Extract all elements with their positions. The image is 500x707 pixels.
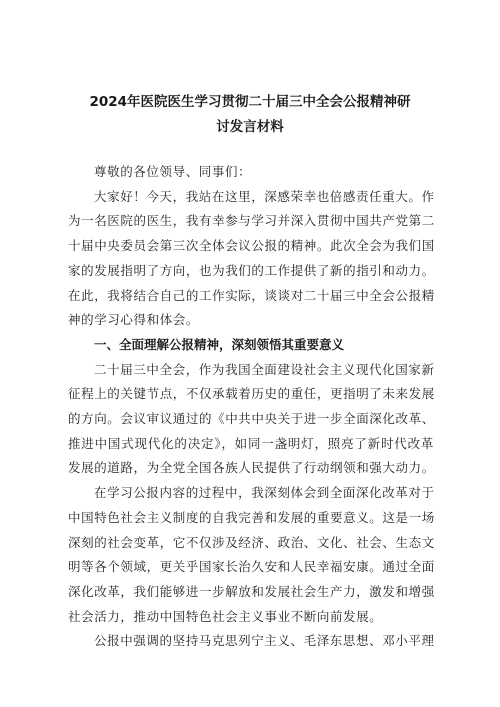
salutation: 尊敬的各位领导、同事们：: [94, 164, 252, 179]
paragraph-line: 在此，我将结合自己的工作实际，谈谈对二十届三中全会公报精: [68, 287, 435, 303]
paragraph-line: 深刻的社会变革，它不仅涉及经济、政治、文化、社会、生态文: [68, 534, 435, 550]
paragraph-line: 征程上的关键节点，不仅承载着历史的重任，更指明了未来发展: [68, 386, 435, 402]
paragraph-line: 二十届三中全会，作为我国全面建设社会主义现代化国家新: [94, 361, 435, 377]
paragraph-line: 明等各个领域，更关乎国家长治久安和人民幸福安康。通过全面: [68, 559, 435, 575]
paragraph-line: 社会活力，推动中国特色社会主义事业不断向前发展。: [68, 608, 383, 624]
paragraph-line: 在学习公报内容的过程中，我深刻体会到全面深化改革对于: [94, 485, 435, 501]
paragraph-line: 公报中强调的坚持马克思列宁主义、毛泽东思想、邓小平理: [94, 633, 435, 649]
document-title-line-1: 2024年医院医生学习贯彻二十届三中全会公报精神研: [89, 94, 411, 110]
section-heading: 一、全面理解公报精神，深刻领悟其重要意义: [94, 336, 345, 352]
paragraph-line: 发展的道路，为全党全国各族人民提供了行动纲领和强大动力。: [68, 460, 435, 476]
document-title-line-2: 讨发言材料: [216, 119, 284, 135]
paragraph-line: 家的发展指明了方向，也为我们的工作提供了新的指引和动力。: [68, 262, 435, 278]
paragraph-line: 大家好！今天，我站在这里，深感荣幸也倍感责任重大。作: [94, 188, 435, 204]
document-body: [68, 160, 434, 654]
paragraph-line: 推进中国式现代化的决定》，如同一盏明灯，照亮了新时代改革: [68, 435, 434, 451]
paragraph-line: 为一名医院的医生，我有幸参与学习并深入贯彻中国共产党第二: [68, 213, 435, 229]
paragraph-line: 深化改革，我们能够进一步解放和发展社会生产力，激发和增强: [68, 583, 435, 599]
paragraph-line: 神的学习心得和体会。: [68, 312, 200, 328]
paragraph-line: 中国特色社会主义制度的自我完善和发展的重要意义。这是一场: [68, 509, 435, 525]
paragraph-line: 十届中央委员会第三次全体会议公报的精神。此次全会为我们国: [68, 238, 435, 254]
paragraph-line: 的方向。会议审议通过的《中共中央关于进一步全面深化改革、: [68, 411, 435, 427]
